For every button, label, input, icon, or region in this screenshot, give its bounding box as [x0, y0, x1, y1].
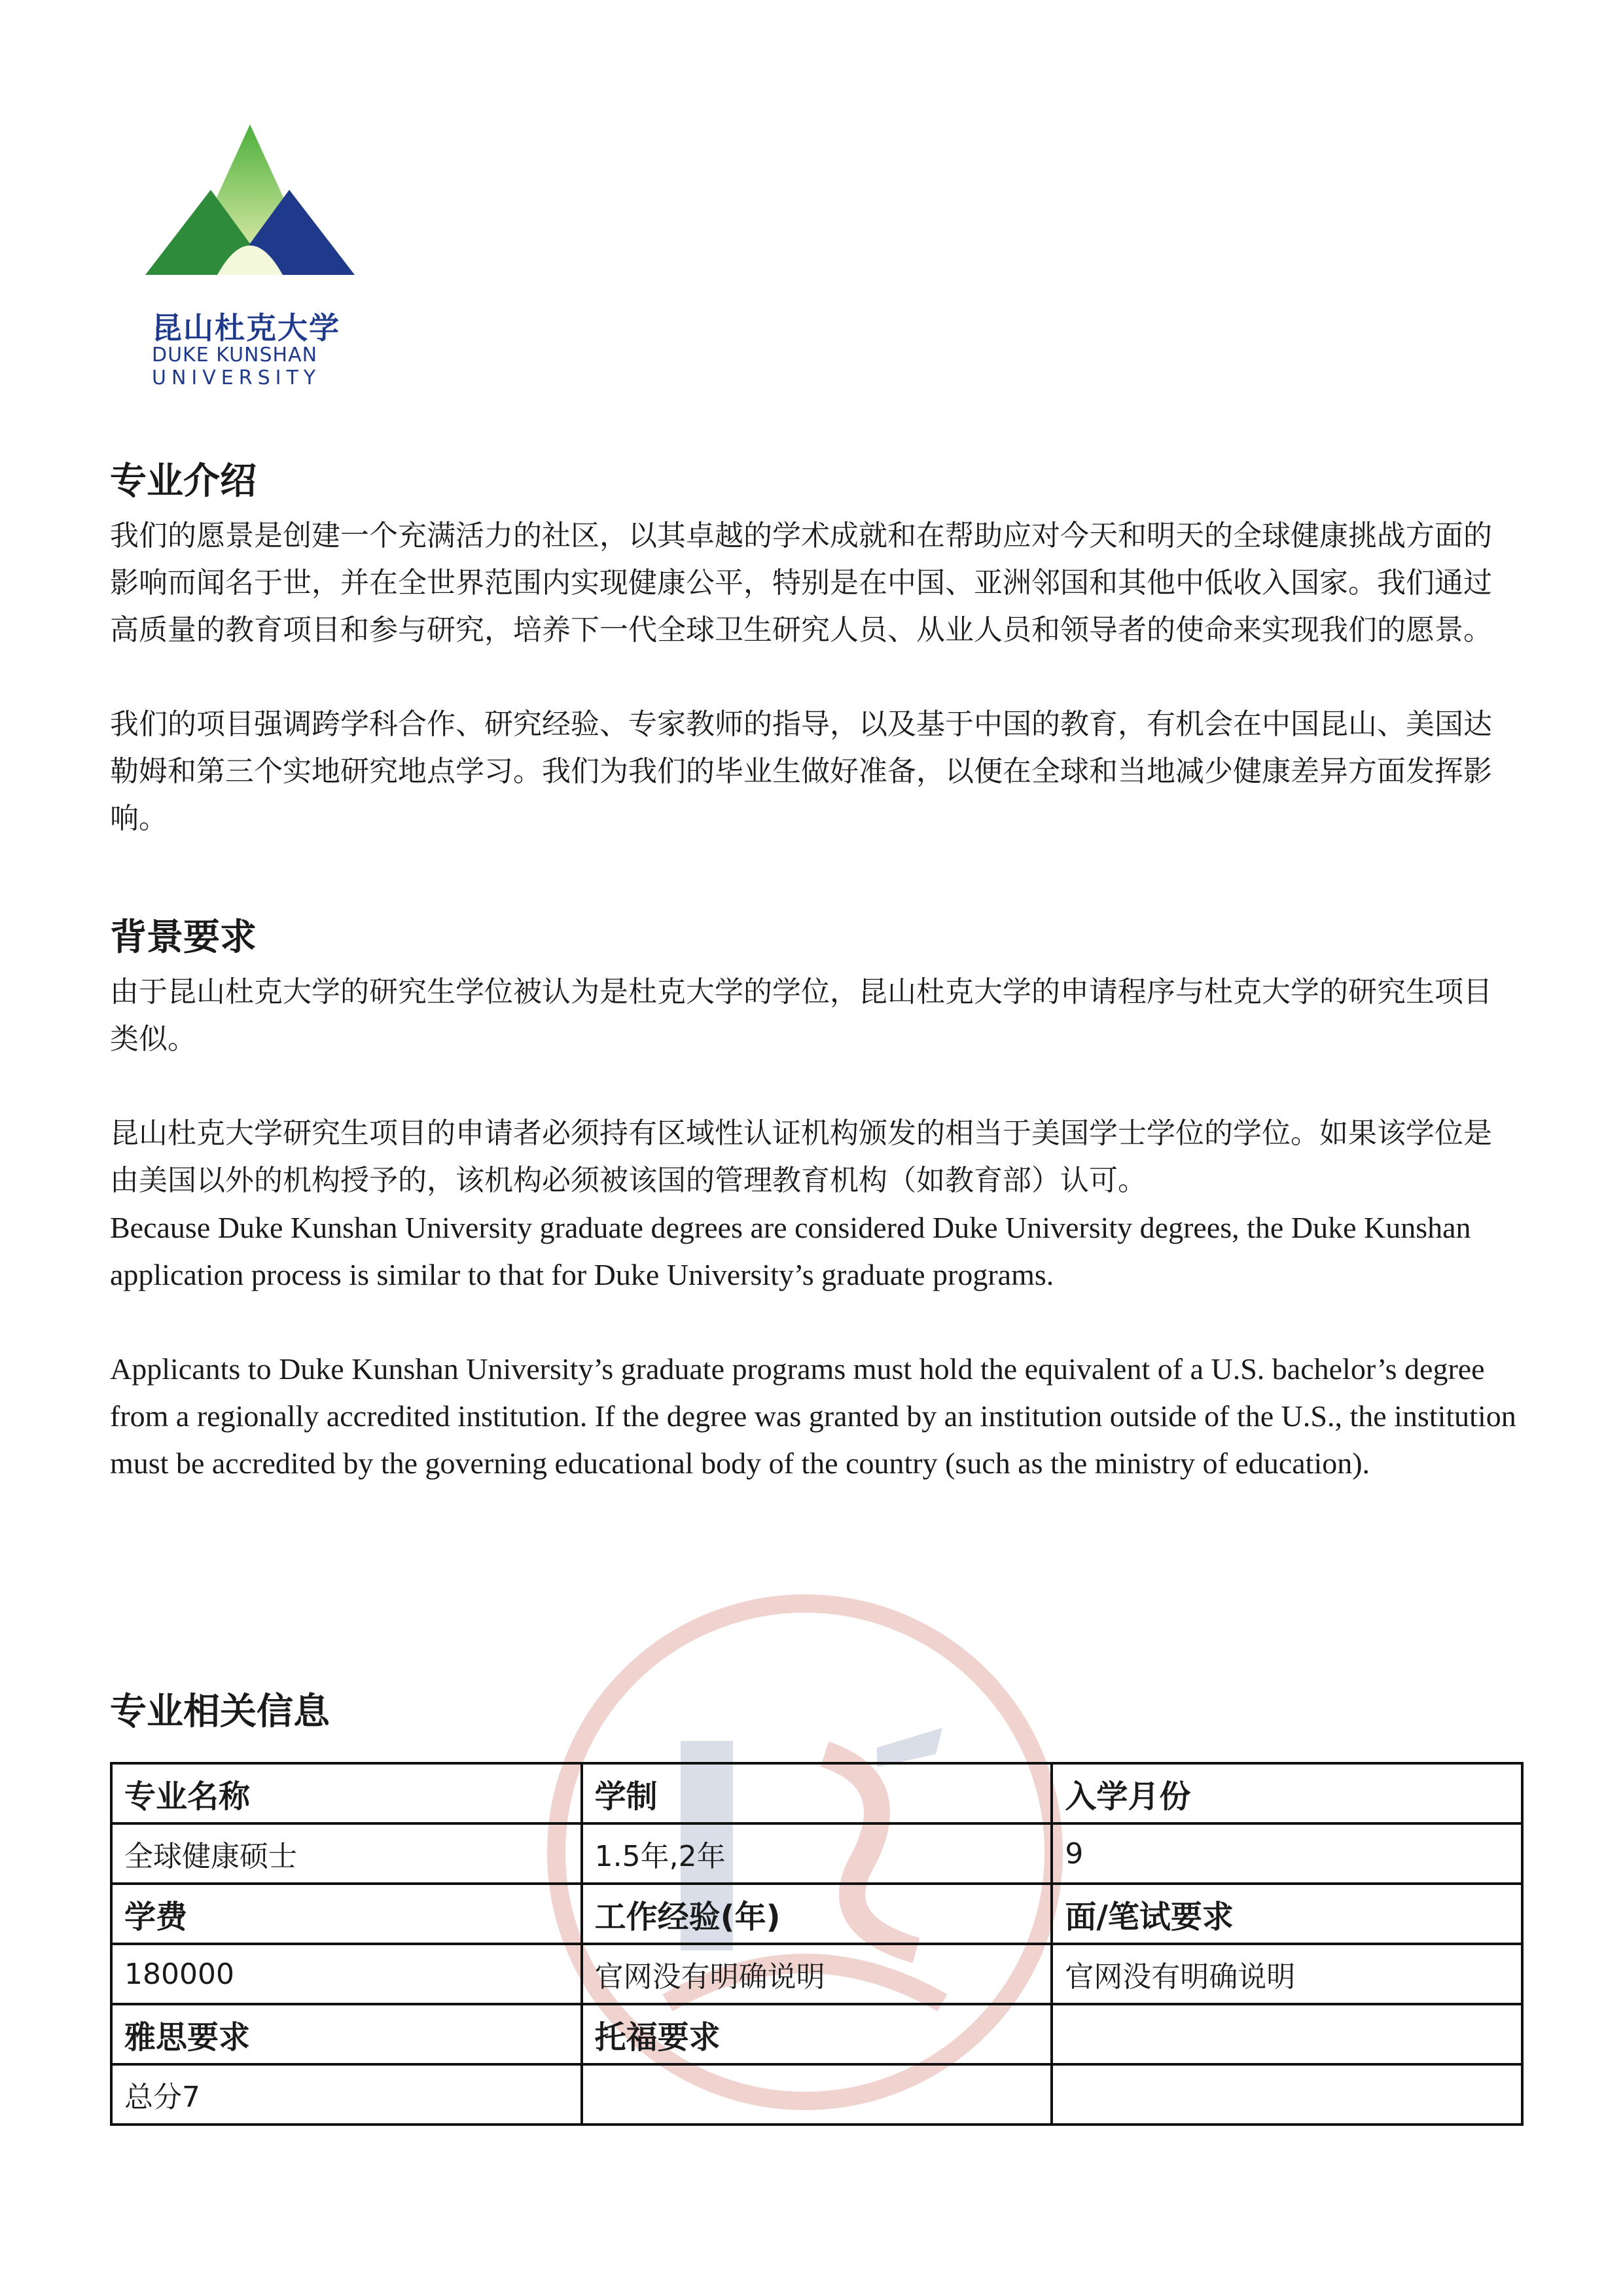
table-cell: 面/笔试要求	[1052, 1884, 1522, 1944]
background-paragraph-2: 昆山杜克大学研究生项目的申请者必须持有区域性认证机构颁发的相当于美国学士学位的学位。如果该学位是由美国以外的机构授予的，该机构必须被该国的管理教育机构（如教育部）认可。	[110, 1116, 1492, 1197]
table-cell: 官网没有明确说明	[1052, 1944, 1522, 2004]
background-paragraph-3: Because Duke Kunshan University graduate degrees are considered Duke University degrees, the Duke Kunshan application process is similar to that for Duke University’s graduate programs.	[110, 1210, 1471, 1291]
table-cell: 总分7	[111, 2064, 582, 2125]
logo-chinese-name: 昆山杜克大学	[152, 310, 340, 346]
table-cell: 托福要求	[582, 2004, 1052, 2064]
table-row	[111, 1823, 1522, 1884]
table-cell: 专业名称	[111, 1763, 582, 1823]
table-row	[111, 1763, 1522, 1823]
background-paragraph-1: 由于昆山杜克大学的研究生学位被认为是杜克大学的学位，昆山杜克大学的申请程序与杜克大学的研究生项目类似。	[110, 975, 1492, 1056]
section-title-background: 背景要求	[110, 916, 257, 959]
table-cell: 学制	[582, 1763, 1052, 1823]
table-cell	[1052, 2064, 1522, 2125]
table-cell: 入学月份	[1052, 1763, 1522, 1823]
table-row	[111, 2004, 1522, 2064]
table-cell: 180000	[111, 1944, 582, 2004]
logo-english-line2: UNIVERSITY	[152, 367, 321, 389]
table-row	[111, 1884, 1522, 1944]
intro-paragraph-2: 我们的项目强调跨学科合作、研究经验、专家教师的指导，以及基于中国的教育，有机会在中国昆山、美国达勒姆和第三个实地研究地点学习。我们为我们的毕业生做好准备，以便在全球和当地减少健康差异方面发挥影响。	[110, 707, 1492, 835]
table-row	[111, 1944, 1522, 2004]
table-cell	[1052, 2004, 1522, 2064]
section-title-info: 专业相关信息	[110, 1691, 330, 1733]
table-cell: 雅思要求	[111, 2004, 582, 2064]
table-cell: 学费	[111, 1884, 582, 1944]
mountain-logo-icon	[139, 118, 361, 295]
table-cell: 1.5年,2年	[582, 1823, 1052, 1884]
table-cell: 工作经验(年)	[582, 1884, 1052, 1944]
table-cell: 官网没有明确说明	[582, 1944, 1052, 2004]
background-paragraph-4: Applicants to Duke Kunshan University’s graduate programs must hold the equivalent of a U.S. bachelor’s degree from a regionally accredited institution. If the degree was granted by an institution outside of the U.S., the institution must be accredited by the governing educational body of the country (such as the ministry of education).	[110, 1352, 1516, 1480]
university-logo	[113, 118, 387, 399]
main-content	[110, 458, 1517, 1487]
table-cell	[582, 2064, 1052, 2125]
table-row	[111, 2064, 1522, 2125]
table-cell: 9	[1052, 1823, 1522, 1884]
intro-paragraph-1: 我们的愿景是创建一个充满活力的社区，以其卓越的学术成就和在帮助应对今天和明天的全球健康挑战方面的影响而闻名于世，并在全世界范围内实现健康公平，特别是在中国、亚洲邻国和其他中低收入国家。我们通过高质量的教育项目和参与研究，培养下一代全球卫生研究人员、从业人员和领导者的使命来实现我们的愿景。	[110, 518, 1492, 647]
logo-english-line1: DUKE KUNSHAN	[152, 344, 318, 367]
section-title-intro: 专业介绍	[110, 460, 257, 503]
program-info-table	[110, 1762, 1524, 2126]
table-cell: 全球健康硕士	[111, 1823, 582, 1884]
